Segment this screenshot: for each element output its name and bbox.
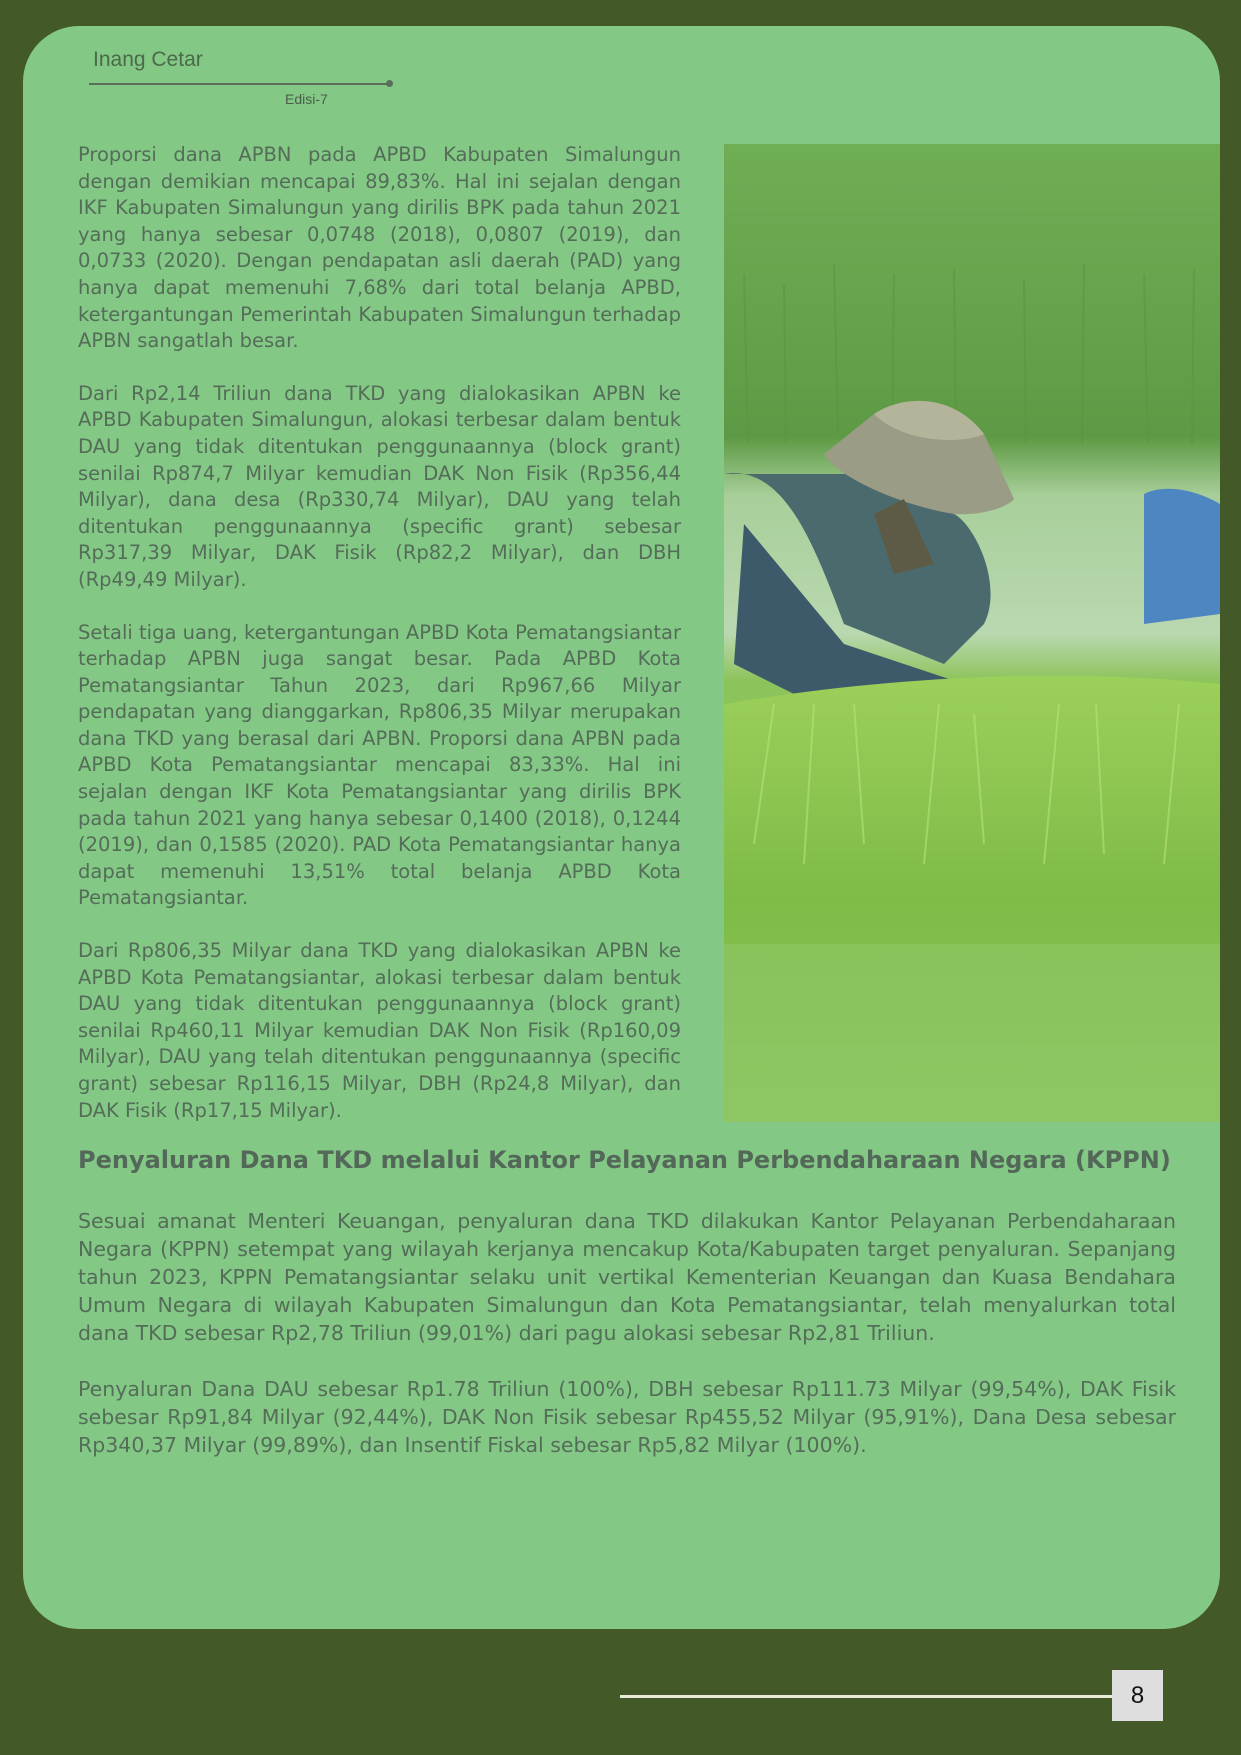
- brand-underline: [89, 83, 389, 85]
- rice-farmer-photo: [724, 144, 1220, 1122]
- paragraph: Proporsi dana APBN pada APBD Kabupaten Simalungun dengan demikian mencapai 89,83%. Hal ini sejalan dengan IKF Kabupaten Simalungun yang dirilis BPK pada tahun 2021 yang hanya sebesar 0,0748 (2018), 0,0807 (2019), dan 0,0733 (2020). Dengan pendapatan asli daerah (PAD) yang hanya dapat memenuhi 7,68% dari total belanja APBD, ketergantungan Pemerintah Kabupaten Simalungun terhadap APBN sangatlah besar.: [78, 143, 681, 353]
- full-width-text: [78, 1207, 1176, 1487]
- paragraph: Sesuai amanat Menteri Keuangan, penyaluran dana TKD dilakukan Kantor Pelayanan Perbendaharaan Negara (KPPN) setempat yang wilayah kerjanya mencakup Kota/Kabupaten target penyaluran. Sepanjang tahun 2023, KPPN Pematangsiantar selaku unit vertikal Kementerian Keuangan dan Kuasa Bendahara Umum Negara di wilayah Kabupaten Simalungun dan Kota Pematangsiantar, telah menyalurkan total dana TKD sebesar Rp2,78 Triliun (99,01%) dari pagu alokasi sebesar Rp2,81 Triliun.: [78, 1209, 1176, 1345]
- paragraph: Dari Rp806,35 Milyar dana TKD yang dialokasikan APBN ke APBD Kota Pematangsiantar, alokasi terbesar dalam bentuk DAU yang tidak ditentukan penggunaannya (block grant) senilai Rp460,11 Milyar kemudian DAK Non Fisik (Rp160,09 Milyar), DAU yang telah ditentukan penggunaannya (specific grant) sebesar Rp116,15 Milyar, DBH (Rp24,8 Milyar), dan DAK Fisik (Rp17,15 Milyar).: [78, 939, 681, 1122]
- edition-label: Edisi-7: [285, 91, 328, 107]
- brand-title: Inang Cetar: [93, 48, 203, 71]
- paragraph: Dari Rp2,14 Triliun dana TKD yang dialokasikan APBN ke APBD Kabupaten Simalungun, alokasi terbesar dalam bentuk DAU yang tidak ditentukan penggunaannya (block grant) senilai Rp874,7 Milyar kemudian DAK Non Fisik (Rp356,44 Milyar), dana desa (Rp330,74 Milyar), DAU yang telah ditentukan penggunaannya (specific grant) sebesar Rp317,39 Milyar, DAK Fisik (Rp82,2 Milyar), dan DBH (Rp49,49 Milyar).: [78, 381, 681, 591]
- rice-field-illustration: [724, 144, 1220, 1122]
- footer-divider: [620, 1695, 1112, 1698]
- paragraph: Penyaluran Dana DAU sebesar Rp1.78 Triliun (100%), DBH sebesar Rp111.73 Milyar (99,54%), DAK Fisik sebesar Rp91,84 Milyar (92,44%), DAK Non Fisik sebesar Rp455,52 Milyar (95,91%), Dana Desa sebesar Rp340,37 Milyar (99,89%), dan Insentif Fiskal sebesar Rp5,82 Milyar (100%).: [78, 1377, 1176, 1457]
- brand-underline-dot: [386, 80, 393, 87]
- page-number-badge: 8: [1112, 1670, 1163, 1721]
- paragraph: Setali tiga uang, ketergantungan APBD Kota Pematangsiantar terhadap APBN juga sangat besar. Pada APBD Kota Pematangsiantar Tahun 2023, dari Rp967,66 Milyar pendapatan yang dianggarkan, Rp806,35 Milyar merupakan dana TKD yang berasal dari APBN. Proporsi dana APBN pada APBD Kota Pematangsiantar mencapai 83,33%. Hal ini sejalan dengan IKF Kota Pematangsiantar yang dirilis BPK pada tahun 2021 yang hanya sebesar 0,1400 (2018), 0,1244 (2019), dan 0,1585 (2020). PAD Kota Pematangsiantar hanya dapat memenuhi 13,51% total belanja APBD Kota Pematangsiantar.: [78, 620, 681, 910]
- section-heading: Penyaluran Dana TKD melalui Kantor Pelayanan Perbendaharaan Negara (KPPN): [78, 1146, 1171, 1174]
- left-column-text: [78, 142, 681, 1150]
